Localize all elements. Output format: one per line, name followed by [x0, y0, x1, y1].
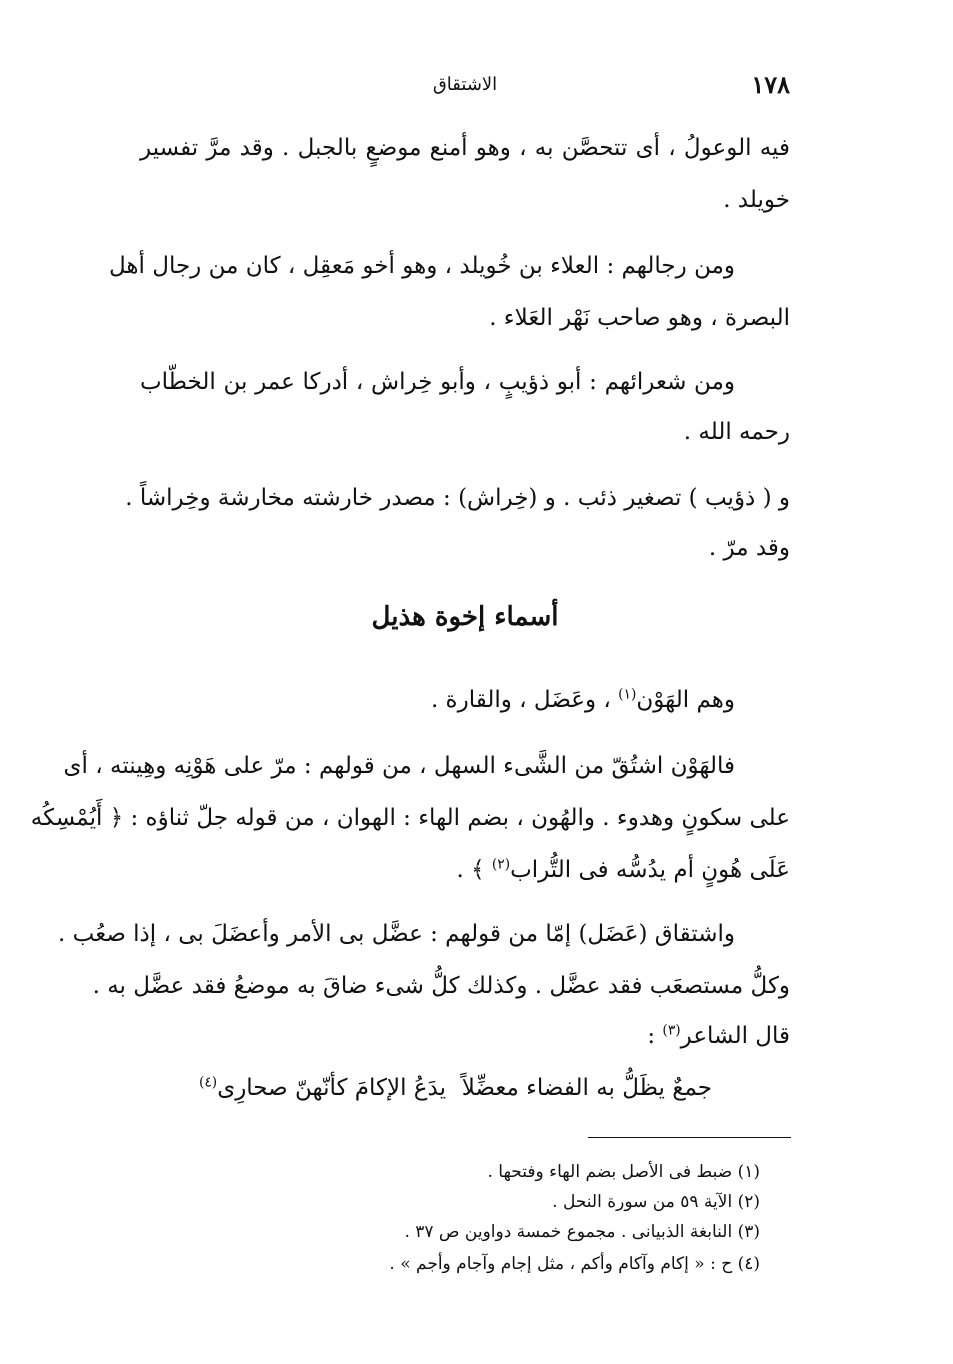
text-run: عَلَى هُونٍ أم يدُسُّه فى التُّراب [510, 857, 790, 883]
paragraph-line: على سكونٍ وهدوء . والهُون ، بضم الهاء : الهوان ، من قوله جلّ ثناؤه : ﴿ أَيُمْسِكُه [30, 805, 790, 831]
paragraph-line: رحمه الله . [683, 419, 790, 445]
footnote-ref: (١) [618, 686, 637, 703]
paragraph-line: وكلُّ مستصعَب فقد عضَّل . وكذلك كلُّ شىء ضاقَ به موضعُ فقد عضَّل به . [92, 973, 790, 999]
text-run: يدَعُ الإكامَ كأنّهنّ صحارِى [217, 1075, 446, 1101]
paragraph-line: واشتقاق (عَضَل) إمّا من قولهم : عضَّل بى الأمر وأعضَلَ بى ، إذا صعُب . [58, 921, 735, 947]
text-run: ﴾ . [456, 857, 492, 883]
section-heading: أسماء إخوة هذيل [371, 602, 559, 632]
footnote-divider [588, 1137, 791, 1138]
page-header [140, 70, 790, 106]
footnote-ref: (٢) [491, 856, 511, 873]
verse-hemistich-second [190, 1068, 446, 1112]
footnote-ref: (٣) [662, 1022, 681, 1039]
footnote: (٢) الآية ٥٩ من سورة النحل . [552, 1192, 760, 1212]
page-number: ١٧٨ [751, 70, 790, 99]
paragraph-line: خويلد . [723, 187, 790, 213]
verse-hemistich-first: جمعٌ يظَلُّ به الفضاء معضِّلاً [461, 1075, 712, 1101]
text-run: قال الشاعر [680, 1023, 790, 1049]
footnote: (١) ضبط فى الأصل بضم الهاء وفتحها . [487, 1162, 760, 1182]
text-run: : [647, 1023, 663, 1049]
paragraph-line [140, 850, 790, 890]
paragraph-line: و ( ذؤيب ) تصغير ذئب . و (خِراش) : مصدر خارشته مخارشة وخِراشاً . [125, 485, 790, 511]
paragraph-line: وقد مرّ . [708, 535, 790, 561]
paragraph-line [140, 1016, 790, 1056]
paragraph-line: فالهَوْن اشتُقّ من الشَّىء السهل ، من قولهم : مرّ على هَوْنِه وهِينته ، أى [63, 753, 735, 779]
text-run: ، وعَضَل ، والقارة . [430, 687, 619, 713]
footnote-ref: (٤) [198, 1074, 218, 1091]
paragraph-line: ومن رجالهم : العلاء بن خُويلد ، وهو أخو مَعقِل ، كان من رجال أهل [109, 253, 735, 279]
running-title: الاشتقاق [432, 74, 498, 95]
paragraph-line: فيه الوعولُ ، أى تتحصَّن به ، وهو أمنع موضعٍ بالجبل . وقد مرَّ تفسير [140, 135, 790, 161]
footnote: (٤) ح : « إكام وآكام وأكم ، مثل إجام وآجام وأجم » . [389, 1254, 760, 1274]
paragraph-line: البصرة ، وهو صاحب نَهْر العَلاء . [489, 305, 790, 331]
paragraph-line: ومن شعرائهم : أبو ذؤيبٍ ، وأبو خِراش ، أدركا عمر بن الخطّاب [140, 369, 735, 395]
text-run: وهم الهَوْن [636, 687, 735, 713]
paragraph-line [140, 680, 790, 720]
footnote: (٣) النابغة الذبيانى . مجموع خمسة دواوين ص ٣٧ . [404, 1222, 760, 1242]
